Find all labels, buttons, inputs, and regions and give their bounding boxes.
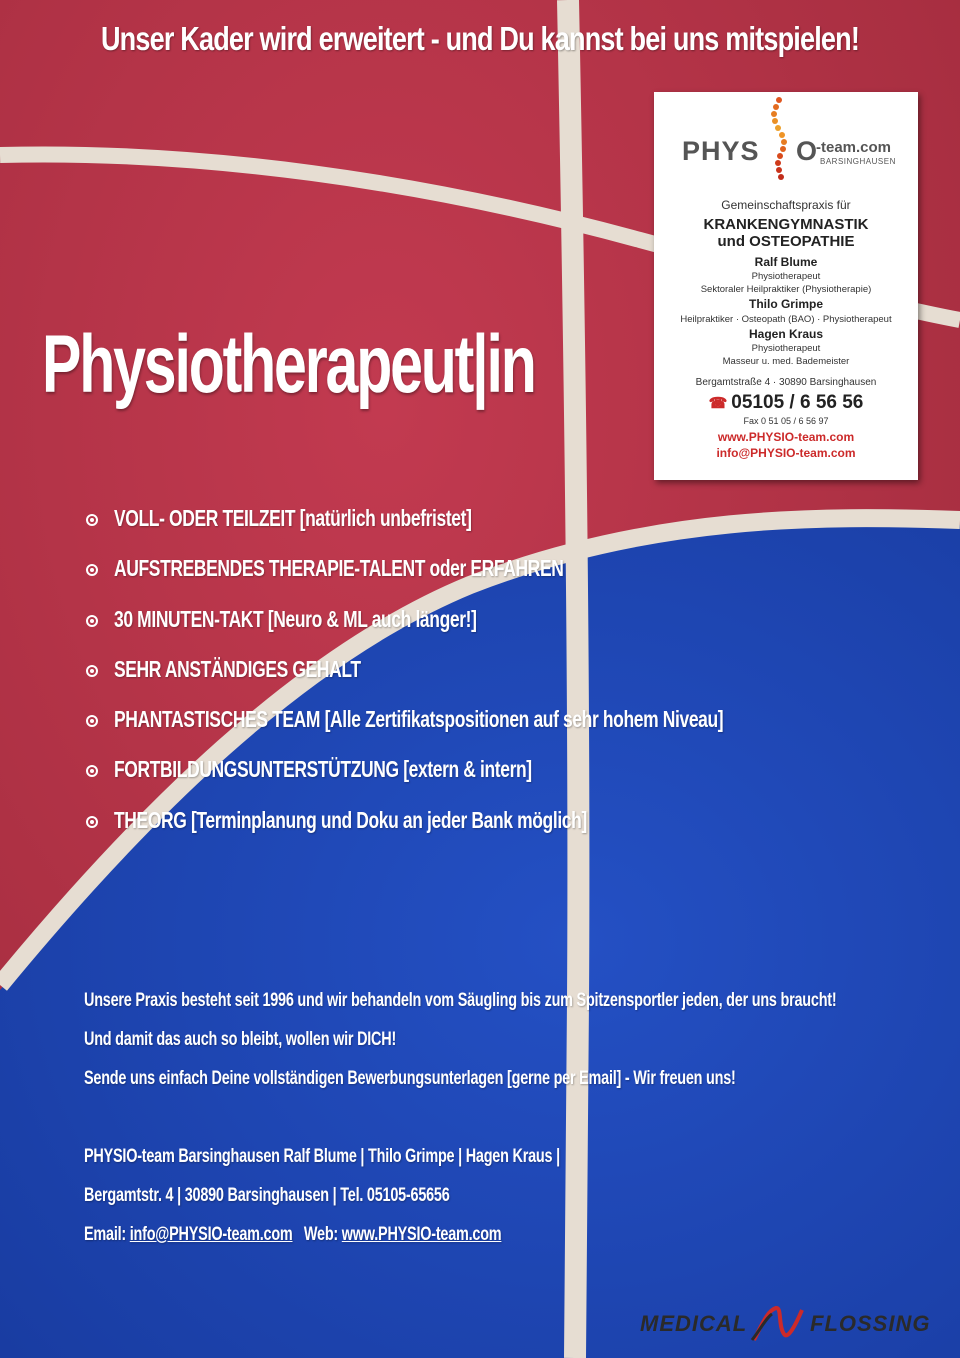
email-label: Email: (84, 1224, 130, 1245)
brand-text-right: FLOSSING (810, 1311, 931, 1336)
staff-name: Hagen Kraus (748, 327, 824, 341)
benefit-text: THEORG [Terminplanung und Doku an jeder Bank möglich] (114, 806, 587, 833)
card-address: Bergamtstraße 4 · 30890 Barsinghausen (695, 377, 877, 388)
contact-block (84, 1146, 710, 1263)
logo-text-left: PHYS (682, 136, 760, 166)
staff-role: Physiotherapeut (751, 343, 821, 354)
card-fax: Fax 0 51 05 / 6 56 97 (743, 416, 829, 426)
bullet-icon (86, 665, 98, 677)
logo-text-o: O (796, 136, 818, 166)
headline: Unser Kader wird erweitert - und Du kannst bei uns mitspielen! (100, 20, 860, 57)
staff-role: Sektoraler Heilpraktiker (Physiotherapie) (700, 284, 872, 295)
intro-line: Und damit das auch so bleibt, wollen wir DICH! (84, 1029, 397, 1050)
benefit-text: FORTBILDUNGSUNTERSTÜTZUNG [extern & intern] (114, 756, 532, 783)
benefit-text: SEHR ANSTÄNDIGES GEHALT (114, 655, 361, 682)
staff-role: Physiotherapeut (751, 271, 821, 282)
email-link[interactable]: info@PHYSIO-team.com (129, 1224, 293, 1245)
benefit-text: 30 MINUTEN-TAKT [Neuro & ML auch länger!] (114, 605, 477, 632)
intro-line: Unsere Praxis besteht seit 1996 und wir behandeln vom Säugling bis zum Spitzensportler jeden, der uns braucht! (84, 990, 837, 1011)
medical-flossing-logo (640, 1308, 940, 1338)
practice-logo (654, 136, 918, 176)
web-link[interactable]: www.PHYSIO-team.com (341, 1224, 502, 1245)
spine-icon (764, 96, 798, 182)
benefit-text: VOLL- ODER TEILZEIT [natürlich unbefristet] (114, 505, 472, 531)
card-email: info@PHYSIO-team.com (716, 446, 856, 460)
staff-role: Masseur u. med. Bademeister (722, 356, 850, 367)
card-web: www.PHYSIO-team.com (717, 430, 855, 444)
web-label: Web: (292, 1224, 342, 1245)
card-phone (654, 392, 918, 414)
card-specialty-2: und OSTEOPATHIE (717, 233, 855, 250)
practice-logo-card (654, 92, 918, 480)
contact-online-line (84, 1224, 560, 1263)
card-specialty-1: KRANKENGYMNASTIK (703, 216, 869, 233)
intro-paragraph (84, 990, 960, 1107)
card-phone-number: 05105 / 6 56 56 (731, 392, 864, 413)
bullet-icon (86, 615, 98, 627)
flossing-band-icon (748, 1304, 808, 1344)
job-title: Physiotherapeut|in (42, 319, 535, 410)
brand-text-left: MEDICAL (640, 1311, 748, 1336)
contact-team-line: PHYSIO-team Barsinghausen Ralf Blume | Thilo Grimpe | Hagen Kraus | (84, 1146, 560, 1167)
bullet-icon (86, 816, 98, 828)
logo-city: BARSINGHAUSEN (820, 157, 896, 166)
staff-name: Ralf Blume (754, 255, 818, 269)
benefit-text: PHANTASTISCHES TEAM [Alle Zertifikatspositionen auf sehr hohem Niveau] (114, 706, 724, 733)
staff-role: Heilpraktiker · Osteopath (BAO) · Physiotherapeut (680, 314, 892, 325)
bullet-icon (86, 514, 98, 526)
phone-icon: ☎ (708, 395, 728, 412)
logo-domain: -team.com (816, 139, 892, 156)
benefit-text: AUFSTREBENDES THERAPIE-TALENT oder ERFAHREN (114, 555, 564, 582)
card-subtitle: Gemeinschaftspraxis für (721, 198, 851, 212)
contact-address-line: Bergamtstr. 4 | 30890 Barsinghausen | Tel. 05105-65656 (84, 1185, 450, 1206)
intro-line: Sende uns einfach Deine vollständigen Bewerbungsunterlagen [gerne per Email] - Wir freuen uns! (84, 1068, 736, 1089)
staff-name: Thilo Grimpe (748, 297, 823, 311)
